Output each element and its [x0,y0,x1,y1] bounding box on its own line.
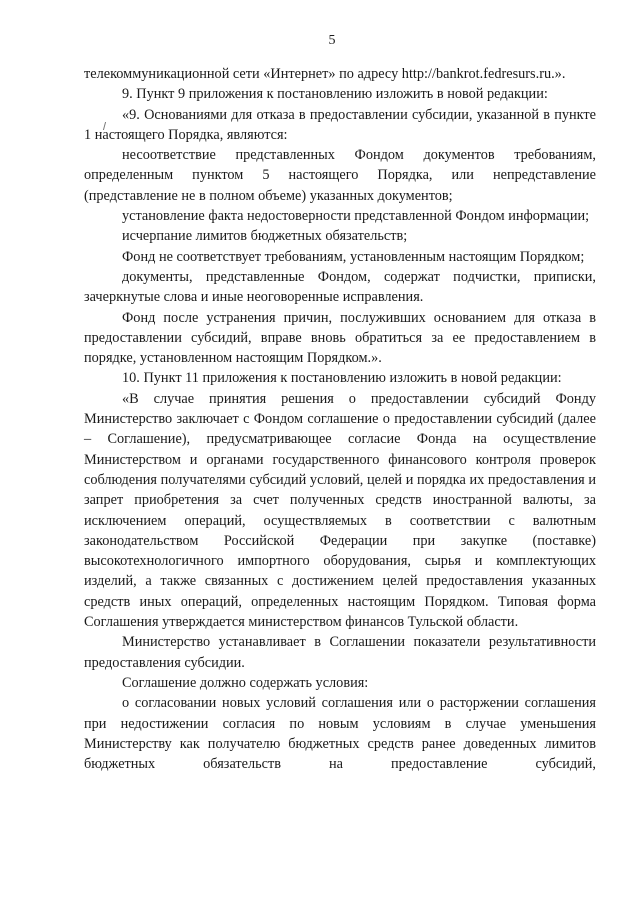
paragraph-11: «В случае принятия решения о предоставлении субсидий Фонду Министерство заключает с Фондом соглашение о предоставлении субсидий (далее – Соглашение), предусматривающее согласие Фонда на осуществление Министерством и органами государственного финансового контроля проверок соблюдения получателями субсидий условий, целей и порядка их предоставления и запрет приобретения за счет полученных средств иностранной валюты, за исключением операций, осуществляемых в соответствии с валютным законодательством Российской Федерации при закупке (поставке) высокотехнологичного импортного оборудования, сырья и комплектующих изделий, а также связанных с достижением целей предоставления указанных средств иных операций, определенных настоящим Порядком. Типовая форма Соглашения утверждается министерством финансов Тульской области. [84,390,596,631]
paragraph-14: о согласовании новых условий соглашения или о расторжении соглашения при недостижении согласия по новым условиям в случае уменьшения Министерству как получателю бюджетных средств ранее доведенных лимитов бюджетных обязательств на предоставление субсидий, [84,695,596,773]
paragraph-13: Соглашение должно содержать условия: [122,674,369,691]
paragraph-10: 10. Пункт 11 приложения к постановлению изложить в новой редакции: [122,370,562,387]
paragraph-7: Фонд не соответствует требованиям, установленным настоящим Порядком; [122,248,585,265]
paragraph-1: телекоммуникационной сети «Интернет» по адресу http://bankrot.fedresurs.ru.». [84,66,566,82]
paragraph-9: Фонд после устранения причин, послуживших основанием для отказа в предоставлении субсидий, вправе вновь обратиться за ее предоставлением в порядке, установленном настоящим Порядком.». [84,309,596,367]
paragraph-4: несоответствие представленных Фондом документов требованиям, определенным пунктом 5 настоящего Порядка, или непредставление (представление не в полном объеме) указанных документов; [84,147,596,204]
paragraph-8: документы, представленные Фондом, содержат подчистки, приписки, зачеркнутые слова и иные неоговоренные исправления. [84,268,596,306]
paragraph-3: «9. Основаниями для отказа в предоставлении субсидии, указанной в пункте 1 настоящего Порядка, являются: [84,106,596,143]
paragraph-5: установление факта недостоверности представленной Фондом информации; [122,208,590,225]
paragraph-2: 9. Пункт 9 приложения к постановлению изложить в новой редакции: [122,86,548,103]
paragraph-12: Министерство устанавливает в Соглашении показатели результативности предоставления субсидии. [84,634,596,671]
document-body [84,64,596,774]
page-number: 5 [328,33,336,48]
paragraph-6: исчерпание лимитов бюджетных обязательств; [122,228,408,245]
